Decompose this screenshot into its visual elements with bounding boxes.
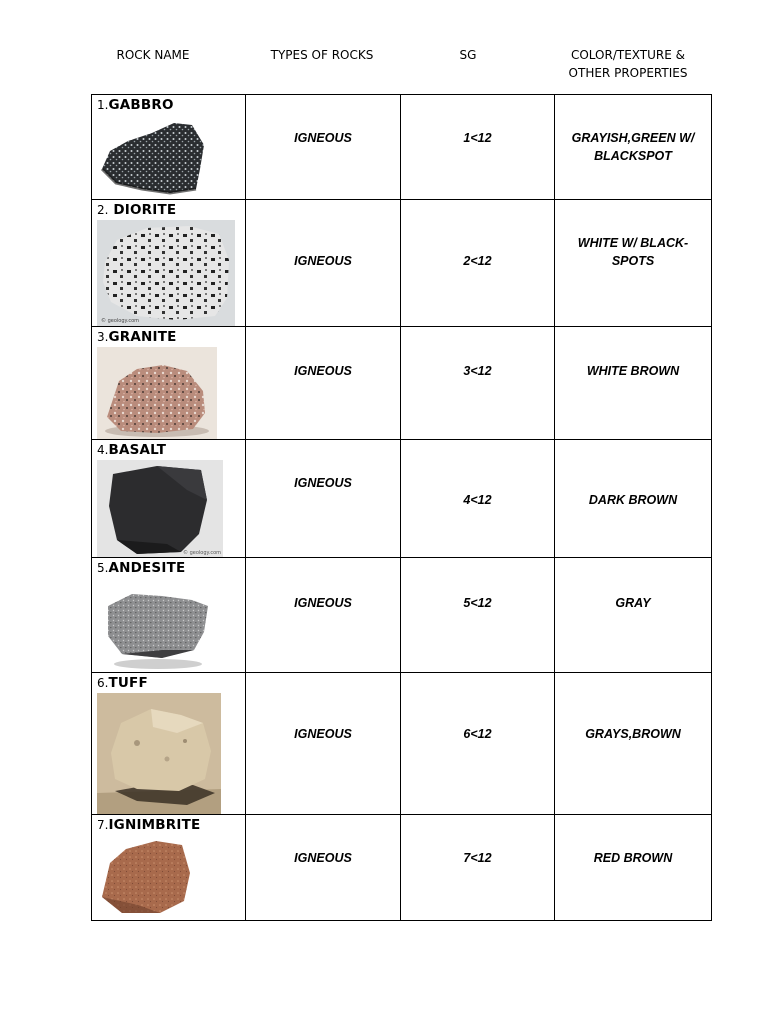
rock-type-cell xyxy=(246,673,401,815)
rock-sg: 2<12 xyxy=(463,254,492,268)
rock-color: GRAYS,BROWN xyxy=(585,727,681,741)
header-color-texture xyxy=(548,46,708,82)
rock-sg: 6<12 xyxy=(463,727,492,741)
rock-color-cell xyxy=(555,558,712,673)
rock-color-cell xyxy=(555,673,712,815)
svg-text:© geology.com: © geology.com xyxy=(101,318,140,324)
rock-color: RED BROWN xyxy=(593,851,673,865)
header-rock-name: ROCK NAME xyxy=(116,48,190,62)
rock-color-cell xyxy=(555,200,712,327)
rock-type: IGNEOUS xyxy=(294,476,352,490)
rock-sg: 4<12 xyxy=(463,493,492,507)
rock-title: 4.BASALT xyxy=(97,442,167,458)
rock-name-cell xyxy=(92,673,246,815)
rock-title: 6.TUFF xyxy=(97,675,148,691)
table-row xyxy=(92,440,712,558)
diorite-rock-photo xyxy=(97,220,235,326)
rock-name: BASALT xyxy=(108,442,167,458)
rock-type-cell xyxy=(246,440,401,558)
rock-sg: 7<12 xyxy=(463,851,492,865)
rock-table xyxy=(91,94,712,921)
rock-name: GABBRO xyxy=(108,97,174,113)
rock-name-cell xyxy=(92,327,246,440)
rock-sg: 1<12 xyxy=(463,131,492,145)
rock-name-cell xyxy=(92,200,246,327)
rock-type-cell xyxy=(246,95,401,200)
granite-rock-photo xyxy=(97,347,217,439)
gabbro-rock-photo xyxy=(100,119,210,195)
rock-type-cell xyxy=(246,558,401,673)
rock-type: IGNEOUS xyxy=(294,727,352,741)
rock-name-cell xyxy=(92,440,246,558)
rock-type: IGNEOUS xyxy=(294,254,352,268)
rock-type: IGNEOUS xyxy=(294,131,352,145)
rock-color: DARK BROWN xyxy=(588,493,678,507)
rock-name: TUFF xyxy=(108,675,148,691)
rock-sg: 3<12 xyxy=(463,364,492,378)
rock-sg-cell xyxy=(401,815,555,921)
rock-type: IGNEOUS xyxy=(294,364,352,378)
rock-color-cell xyxy=(555,440,712,558)
rock-name-cell xyxy=(92,95,246,200)
rock-sg-cell xyxy=(401,558,555,673)
rock-name: ANDESITE xyxy=(108,560,186,576)
rock-sg-cell xyxy=(401,673,555,815)
rock-type-cell xyxy=(246,200,401,327)
table-row xyxy=(92,327,712,440)
header-sg: SG xyxy=(459,48,477,62)
table-row xyxy=(92,200,712,327)
rock-sg-cell xyxy=(401,200,555,327)
rock-title: 3.GRANITE xyxy=(97,329,177,345)
rock-color-cell xyxy=(555,815,712,921)
rock-sg-cell xyxy=(401,327,555,440)
rock-type: IGNEOUS xyxy=(294,596,352,610)
rock-name-cell xyxy=(92,558,246,673)
rock-type: IGNEOUS xyxy=(294,851,352,865)
basalt-rock-photo xyxy=(97,460,223,557)
rock-sg: 5<12 xyxy=(463,596,492,610)
svg-text:© geology.com: © geology.com xyxy=(183,550,222,556)
rock-color: WHITE W/ BLACK-SPOTS xyxy=(577,236,689,268)
header-color-line2: OTHER PROPERTIES xyxy=(568,66,688,80)
rock-title: 7.IGNIMBRITE xyxy=(97,817,201,833)
ignimbrite-rock-photo xyxy=(98,837,194,917)
header-color-line1: COLOR/TEXTURE & xyxy=(570,48,686,62)
rock-title: 1.GABBRO xyxy=(97,97,174,113)
rock-type-cell xyxy=(246,815,401,921)
rock-color: GRAYISH,GREEN W/ BLACKSPOT xyxy=(571,131,695,163)
table-row xyxy=(92,673,712,815)
rock-name-cell xyxy=(92,815,246,921)
andesite-rock-photo xyxy=(102,584,220,672)
rock-color: GRAY xyxy=(615,596,651,610)
rock-name: DIORITE xyxy=(108,202,177,218)
rock-color: WHITE BROWN xyxy=(586,364,680,378)
rock-title: 5.ANDESITE xyxy=(97,560,186,576)
rock-title: 2. DIORITE xyxy=(97,202,177,218)
tuff-rock-photo xyxy=(97,693,221,814)
rock-sg-cell xyxy=(401,440,555,558)
rock-name: IGNIMBRITE xyxy=(108,817,201,833)
rock-color-cell xyxy=(555,95,712,200)
header-types-of-rocks: TYPES OF ROCKS xyxy=(270,48,374,62)
rock-color-cell xyxy=(555,327,712,440)
table-row xyxy=(92,558,712,673)
rock-type-cell xyxy=(246,327,401,440)
table-row xyxy=(92,95,712,200)
table-row xyxy=(92,815,712,921)
rock-sg-cell xyxy=(401,95,555,200)
rock-name: GRANITE xyxy=(108,329,177,345)
